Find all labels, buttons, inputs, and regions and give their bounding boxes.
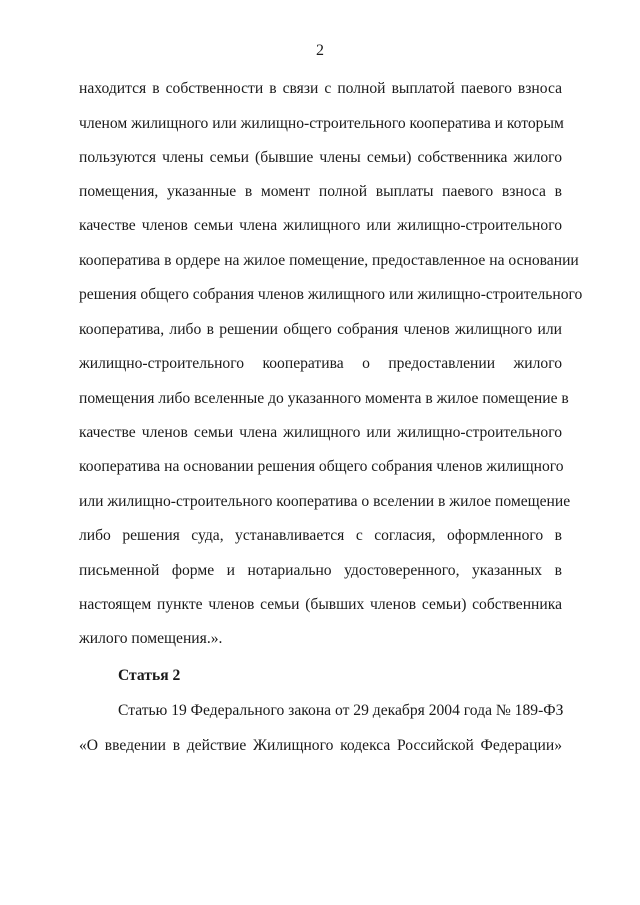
text-line: кооператива на основании решения общего собрания членов жилищного: [79, 458, 564, 475]
text-line: помещения, указанные в момент полной выплаты паевого взноса в: [79, 183, 562, 200]
article-heading: Статья 2: [118, 667, 181, 684]
text-line: «О введении в действие Жилищного кодекса Российской Федерации»: [79, 737, 562, 754]
text-line: кооператива в ордере на жилое помещение, предоставленное на основании: [79, 252, 579, 269]
text-line: находится в собственности в связи с полной выплатой паевого взноса: [79, 80, 562, 97]
text-line: настоящем пункте членов семьи (бывших членов семьи) собственника: [79, 596, 562, 613]
text-line: качестве членов семьи члена жилищного или жилищно-строительного: [79, 217, 562, 234]
text-line: письменной форме и нотариально удостоверенного, указанных в: [79, 562, 562, 579]
text-line: качестве членов семьи члена жилищного или жилищно-строительного: [79, 424, 562, 441]
text-line: членом жилищного или жилищно-строительного кооператива и которым: [79, 115, 564, 132]
text-line: либо решения суда, устанавливается с согласия, оформленного в: [79, 527, 562, 544]
text-line: помещения либо вселенные до указанного момента в жилое помещение в: [79, 390, 569, 407]
text-line: или жилищно-строительного кооператива о вселении в жилое помещение: [79, 493, 571, 510]
text-line: Статью 19 Федерального закона от 29 декабря 2004 года № 189-ФЗ: [118, 702, 564, 719]
text-line: пользуются члены семьи (бывшие члены семьи) собственника жилого: [79, 149, 562, 166]
page-number: 2: [316, 42, 324, 59]
text-line: решения общего собрания членов жилищного или жилищно-строительного: [79, 286, 583, 303]
text-line: жилого помещения.».: [79, 630, 223, 647]
text-line: кооператива, либо в решении общего собрания членов жилищного или: [79, 321, 562, 338]
text-line: жилищно-строительного кооператива о предоставлении жилого: [79, 355, 562, 372]
